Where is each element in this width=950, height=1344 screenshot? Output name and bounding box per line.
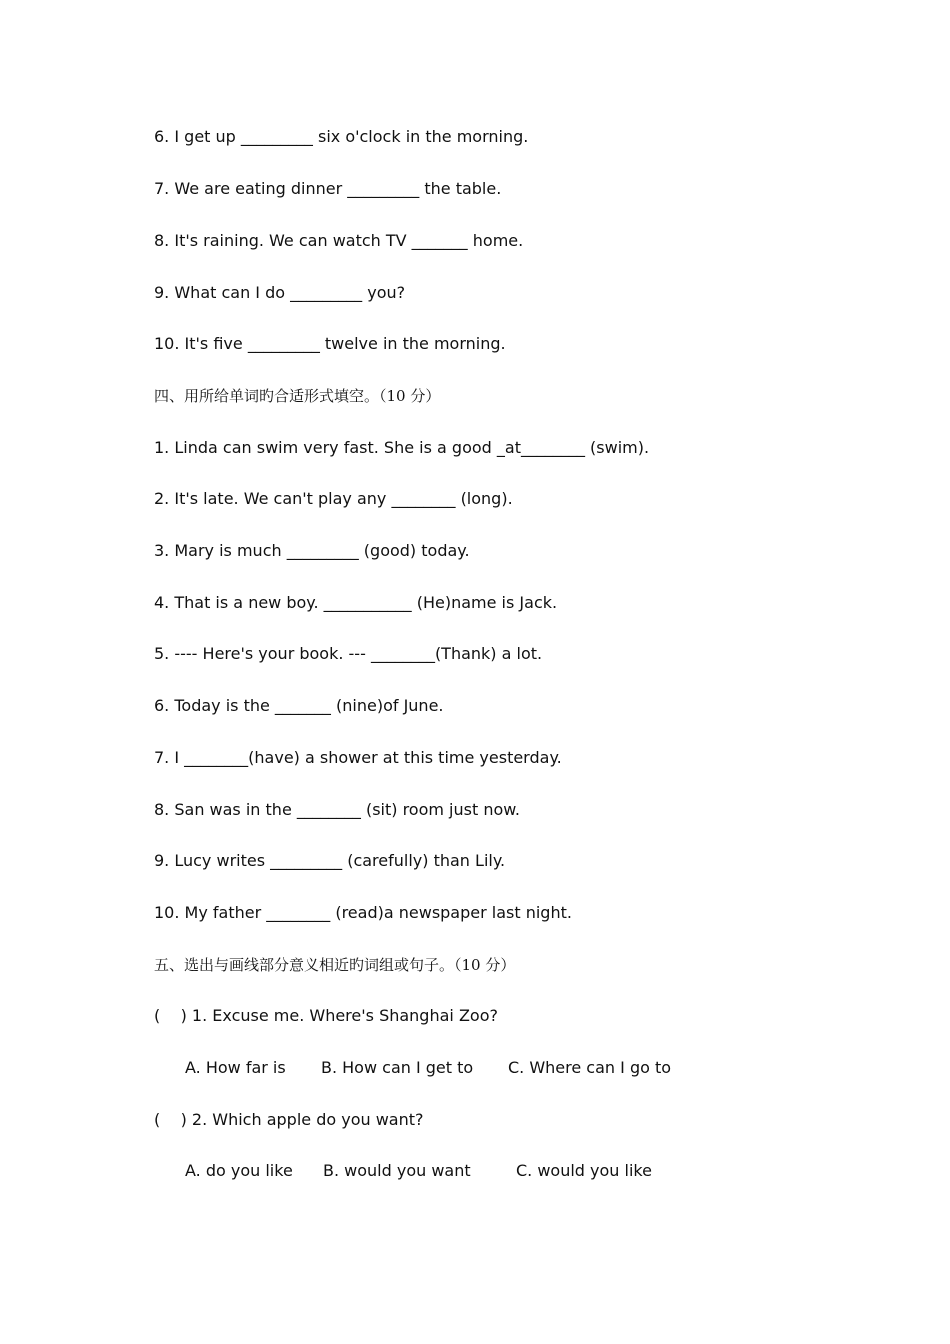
fill-in-item-6: 6. I get up _________ six o'clock in the morning. <box>154 127 529 146</box>
fill-in-item-10: 10. It's five _________ twelve in the morning. <box>154 334 506 353</box>
option-c: C. would you like <box>516 1161 652 1180</box>
word-form-item-8: 8. San was in the ________ (sit) room just now. <box>154 800 520 819</box>
section-4-heading: 四、用所给单词旳合适形式填空。（10 分） <box>154 387 441 405</box>
option-a: A. How far is <box>185 1058 286 1077</box>
option-a: A. do you like <box>185 1161 293 1180</box>
word-form-item-7: 7. I ________(have) a shower at this time yesterday. <box>154 748 562 767</box>
section-5-heading: 五、选出与画线部分意义相近旳词组或句子。（10 分） <box>154 956 516 974</box>
option-c: C. Where can I go to <box>508 1058 672 1077</box>
fill-in-item-8: 8. It's raining. We can watch TV _______ home. <box>154 231 524 250</box>
fill-in-item-7: 7. We are eating dinner _________ the table. <box>154 179 502 198</box>
option-b: B. would you want <box>323 1161 471 1180</box>
word-form-item-10: 10. My father ________ (read)a newspaper last night. <box>154 903 572 922</box>
word-form-item-6: 6. Today is the _______ (nine)of June. <box>154 696 444 715</box>
option-b: B. How can I get to <box>321 1058 474 1077</box>
word-form-item-4: 4. That is a new boy. ___________ (He)name is Jack. <box>154 593 558 612</box>
word-form-item-9: 9. Lucy writes _________ (carefully) than Lily. <box>154 851 506 870</box>
question-1-stem: ( ) 1. Excuse me. Where's Shanghai Zoo? <box>154 1006 498 1025</box>
word-form-item-5: 5. ---- Here's your book. --- ________(Thank) a lot. <box>154 644 543 663</box>
fill-in-item-9: 9. What can I do _________ you? <box>154 283 406 302</box>
word-form-item-3: 3. Mary is much _________ (good) today. <box>154 541 470 560</box>
question-2-stem: ( ) 2. Which apple do you want? <box>154 1110 424 1129</box>
word-form-item-2: 2. It's late. We can't play any ________ (long). <box>154 489 513 508</box>
word-form-item-1: 1. Linda can swim very fast. She is a good _at________ (swim). <box>154 438 650 457</box>
